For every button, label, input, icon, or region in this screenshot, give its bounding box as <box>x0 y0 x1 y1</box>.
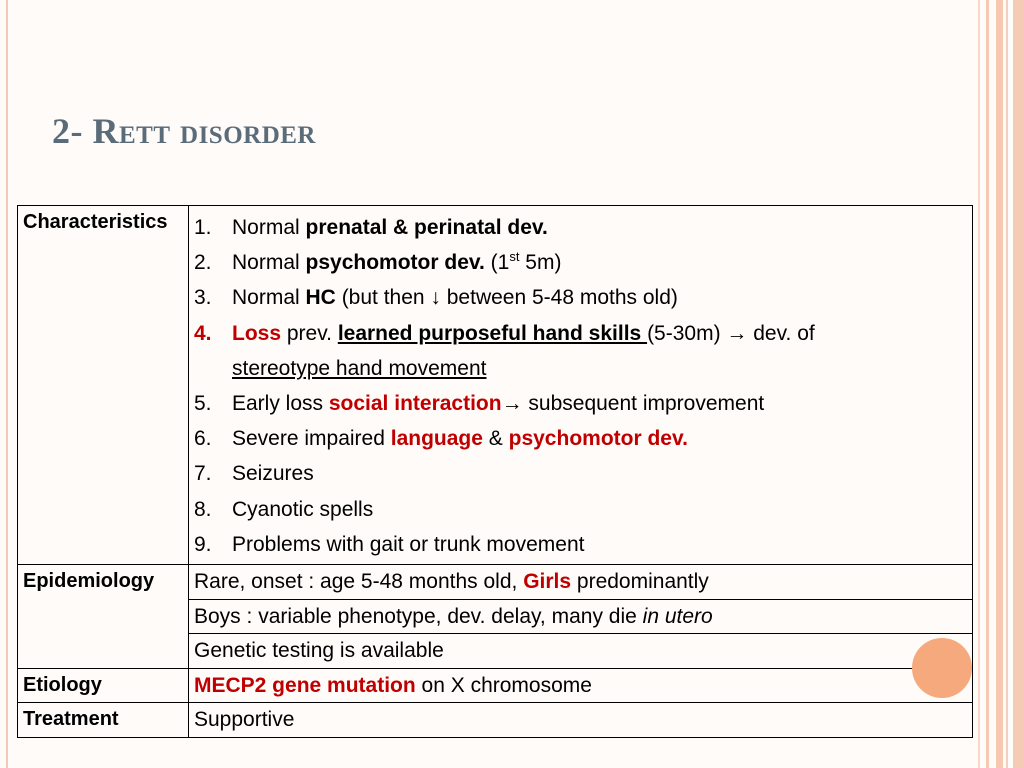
table-row-etiology <box>18 668 973 703</box>
row-label-treatment: Treatment <box>18 703 189 738</box>
row-label-etiology: Etiology <box>18 668 189 703</box>
characteristics-list <box>194 210 967 562</box>
table-row-epidemiology <box>18 565 973 600</box>
epidemiology-cell-1: Rare, onset : age 5-48 months old, Girls predominantly <box>189 565 973 600</box>
row-label-epidemiology: Epidemiology <box>18 565 189 669</box>
arrow-right-icon: → <box>501 392 523 416</box>
epidemiology-cell-2: Boys : variable phenotype, dev. delay, many die in utero <box>189 599 973 634</box>
list-item: 6. Severe impaired language & psychomotor dev. <box>194 427 688 451</box>
table-row-treatment <box>18 703 973 738</box>
table-row-characteristics <box>18 206 973 565</box>
list-item: 1. Normal prenatal & perinatal dev. <box>194 216 548 239</box>
list-item: 5. Early loss social interaction→ subsequent improvement <box>194 392 765 416</box>
left-border-line <box>6 0 8 768</box>
list-item: 4. Loss prev. learned purposeful hand skills (5-30m) → dev. of stereotype hand movement <box>194 321 815 380</box>
list-item: 7. Seizures <box>194 462 314 486</box>
characteristics-cell <box>189 206 973 565</box>
slide-title: 2- Rett disorder <box>52 111 316 151</box>
list-item: 3. Normal HC (but then ↓ between 5-48 moths old) <box>194 286 678 310</box>
rett-disorder-table <box>17 205 973 738</box>
right-decorative-stripes <box>978 0 1024 768</box>
treatment-cell: Supportive <box>189 703 973 738</box>
etiology-cell: MECP2 gene mutation on X chromosome <box>189 668 973 703</box>
list-item: 9. Problems with gait or trunk movement <box>194 532 585 556</box>
row-label-characteristics: Characteristics <box>18 206 189 565</box>
list-item: 8. Cyanotic spells <box>194 497 374 521</box>
epidemiology-cell-3: Genetic testing is available <box>189 634 973 669</box>
list-item: 2. Normal psychomotor dev. (1st 5m) <box>194 249 562 275</box>
arrow-right-icon: → <box>726 321 748 345</box>
decorative-circle <box>912 638 972 698</box>
